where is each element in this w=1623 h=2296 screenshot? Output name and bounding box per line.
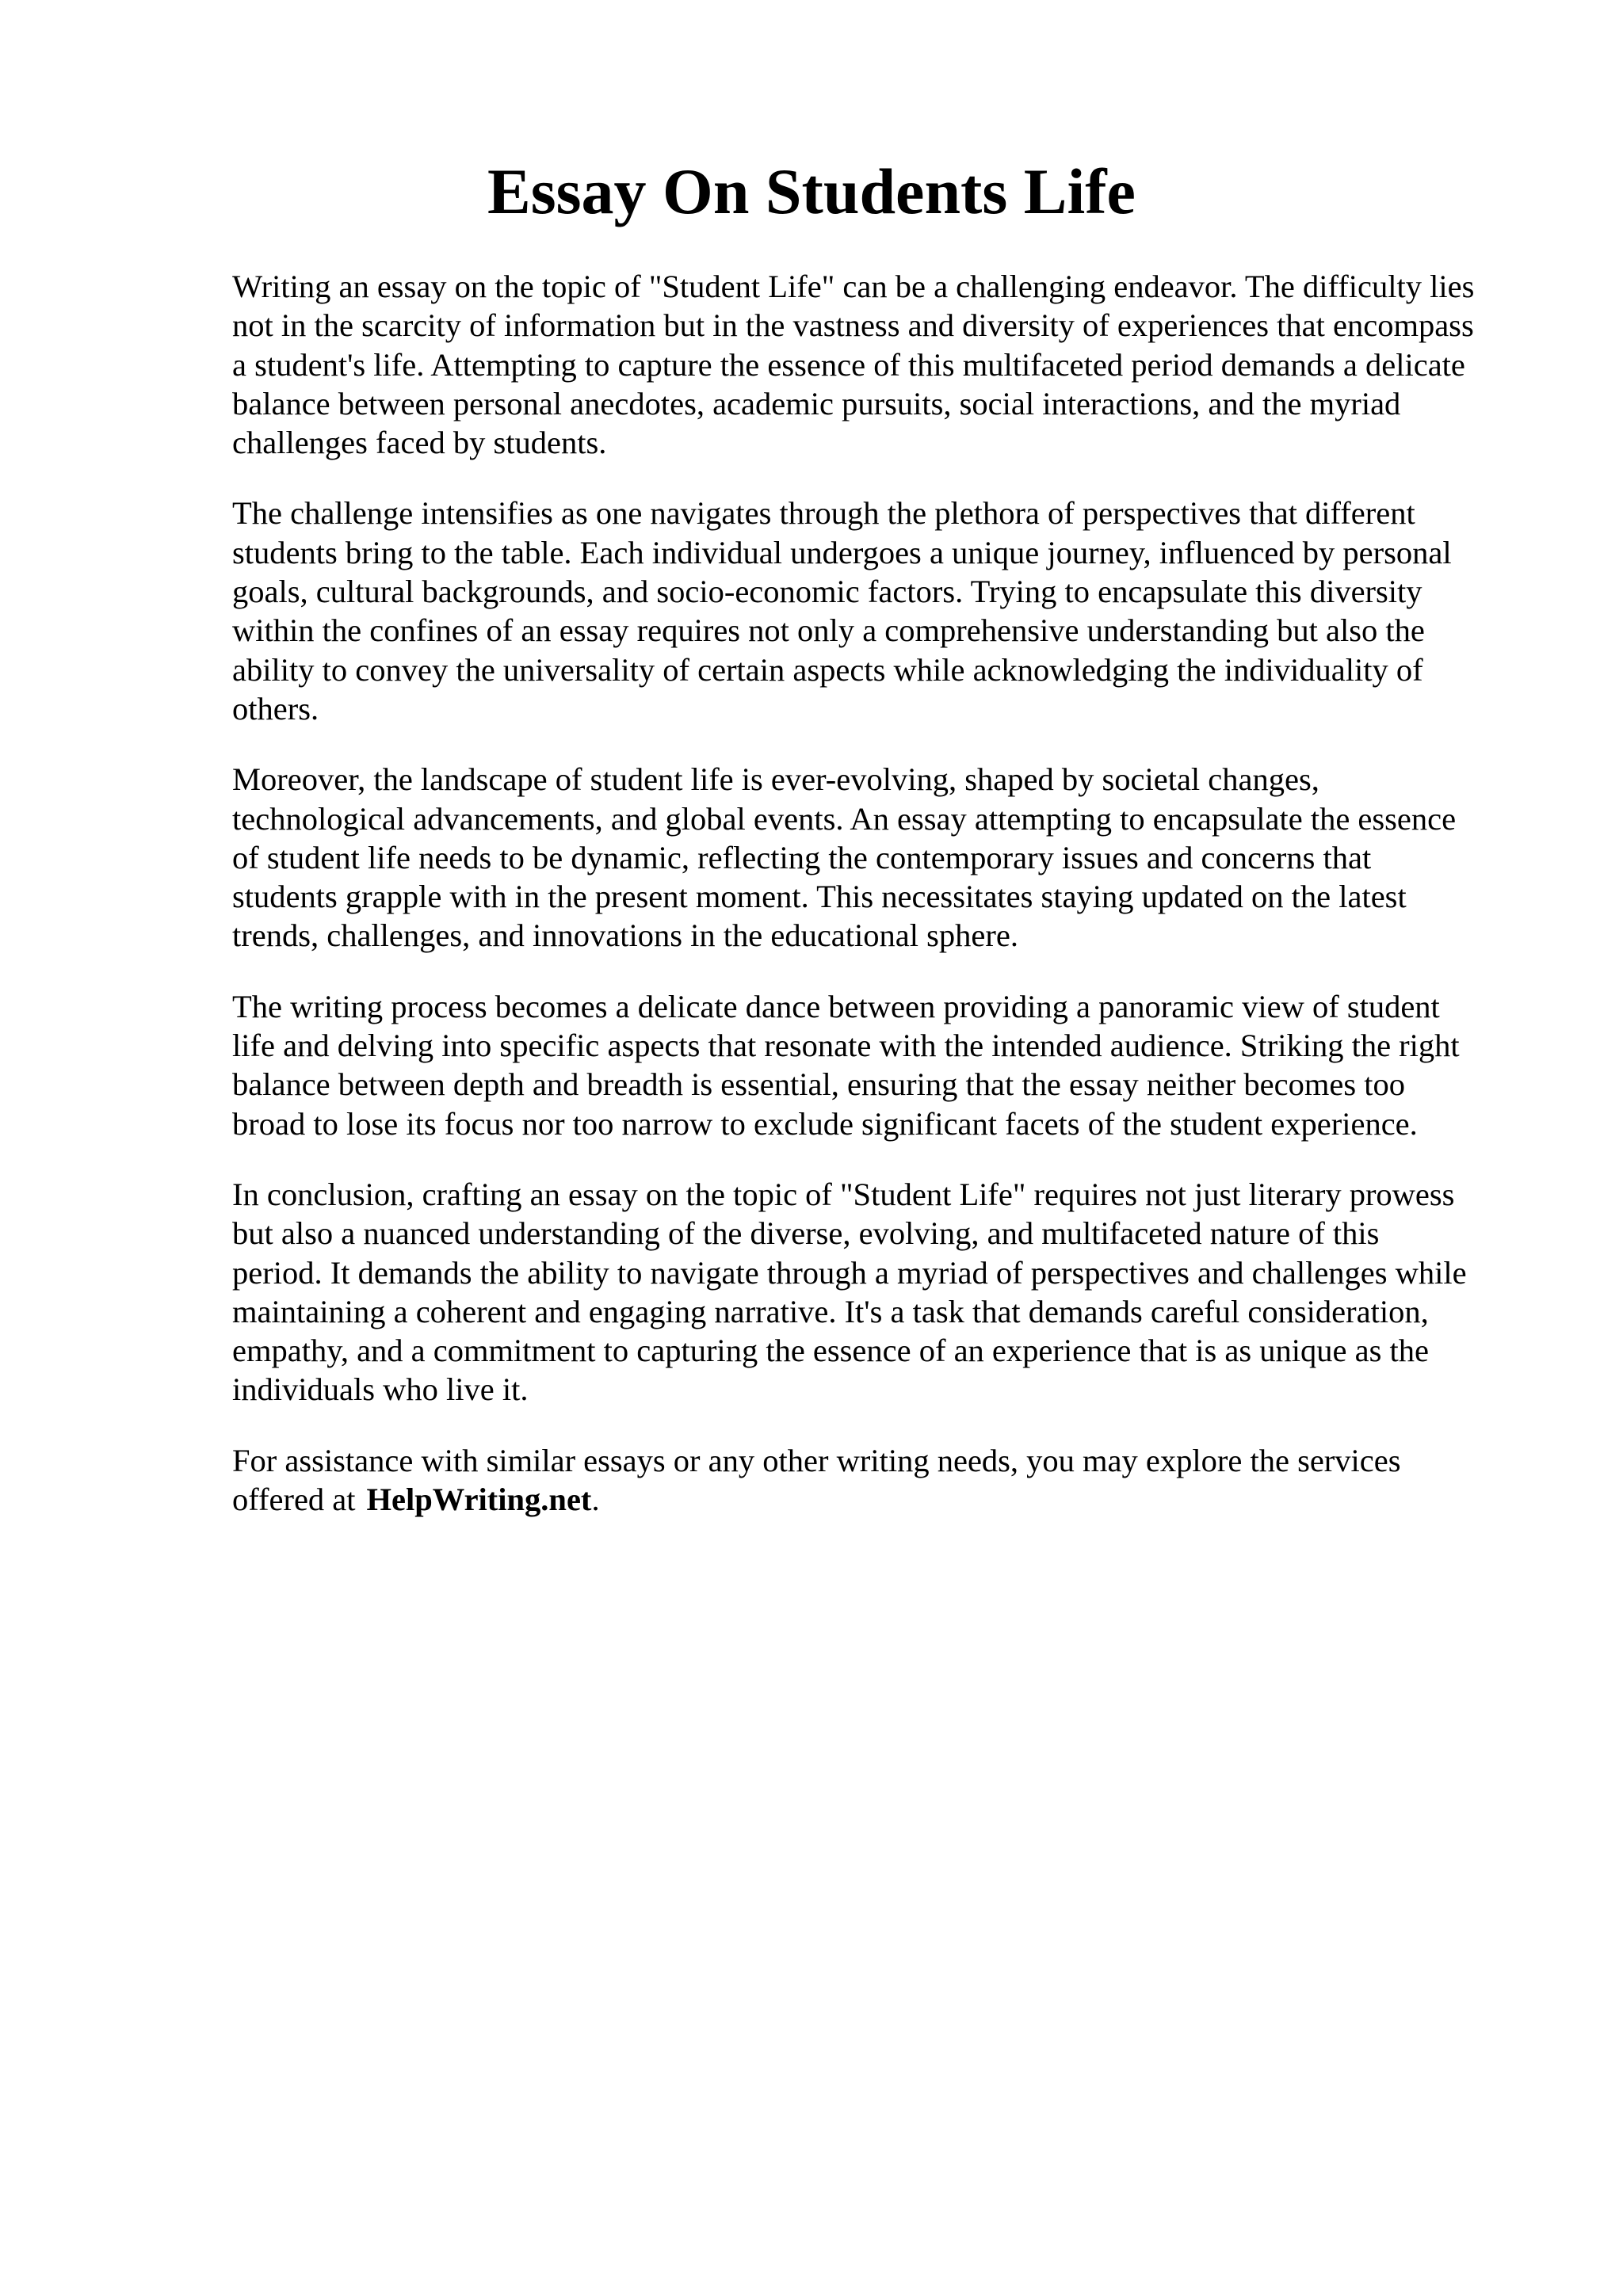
text-line: Moreover, the landscape of student life is ever-evolving, shaped by societal changes,	[232, 761, 1319, 798]
text-line: others.	[232, 690, 319, 727]
text-line: individuals who live it.	[232, 1371, 529, 1408]
text-line: empathy, and a commitment to capturing the essence of an experience that is as unique as the	[232, 1333, 1429, 1369]
text-line: In conclusion, crafting an essay on the topic of "Student Life" requires not just literary prowess	[232, 1176, 1455, 1212]
page-title: Essay On Students Life	[487, 155, 1136, 227]
paragraph-2	[232, 494, 1564, 728]
text-line: students bring to the table. Each individual undergoes a unique journey, influenced by personal	[232, 534, 1452, 570]
text-line: maintaining a coherent and engaging narrative. It's a task that demands careful consideration,	[232, 1293, 1429, 1329]
text-line: of student life needs to be dynamic, reflecting the contemporary issues and concerns that	[232, 839, 1372, 875]
text-line: not in the scarcity of information but in the vastness and diversity of experiences that encompass	[232, 307, 1474, 344]
text-line: goals, cultural backgrounds, and socio-economic factors. Trying to encapsulate this diversity	[232, 574, 1423, 610]
closing-paragraph	[232, 1441, 1564, 1520]
text-line: students grapple with in the present moment. This necessitates staying updated on the latest	[232, 879, 1407, 915]
text-line: Writing an essay on the topic of "Student Life" can be a challenging endeavor. The difficulty lies	[232, 269, 1475, 304]
text-line: technological advancements, and global events. An essay attempting to encapsulate the essence	[232, 800, 1457, 837]
text-line: a student's life. Attempting to capture the essence of this multifaceted period demands a delicate	[232, 346, 1465, 383]
text-line: For assistance with similar essays or any other writing needs, you may explore the services	[232, 1442, 1401, 1478]
text-line: broad to lose its focus nor too narrow to exclude significant facets of the student experience.	[232, 1105, 1418, 1142]
text-line: within the confines of an essay requires not only a comprehensive understanding but also the	[232, 612, 1425, 649]
closing-prefix: offered at	[232, 1482, 356, 1518]
text-line: The writing process becomes a delicate dance between providing a panoramic view of student	[232, 988, 1440, 1024]
text-line: challenges faced by students.	[232, 425, 607, 461]
paragraph-3	[232, 760, 1564, 955]
essay-body	[232, 267, 1564, 1550]
text-line: The challenge intensifies as one navigates through the plethora of perspectives that different	[232, 495, 1415, 532]
text-line	[232, 1480, 1564, 1519]
paragraph-4	[232, 987, 1564, 1143]
paragraph-5	[232, 1175, 1564, 1409]
closing-suffix: .	[591, 1482, 600, 1518]
text-line: life and delving into specific aspects that resonate with the intended audience. Striking the right	[232, 1028, 1460, 1064]
paragraph-1	[232, 267, 1564, 462]
text-line: ability to convey the universality of certain aspects while acknowledging the individuality of	[232, 651, 1423, 688]
text-line: balance between depth and breadth is essential, ensuring that the essay neither becomes too	[232, 1066, 1405, 1103]
text-line: trends, challenges, and innovations in the educational sphere.	[232, 917, 1018, 954]
text-line: period. It demands the ability to navigate through a myriad of perspectives and challenges while	[232, 1254, 1467, 1291]
helpwriting-link[interactable]: HelpWriting.net	[366, 1482, 592, 1518]
text-line: but also a nuanced understanding of the diverse, evolving, and multifaceted nature of this	[232, 1215, 1380, 1252]
text-line: balance between personal anecdotes, academic pursuits, social interactions, and the myriad	[232, 385, 1401, 421]
